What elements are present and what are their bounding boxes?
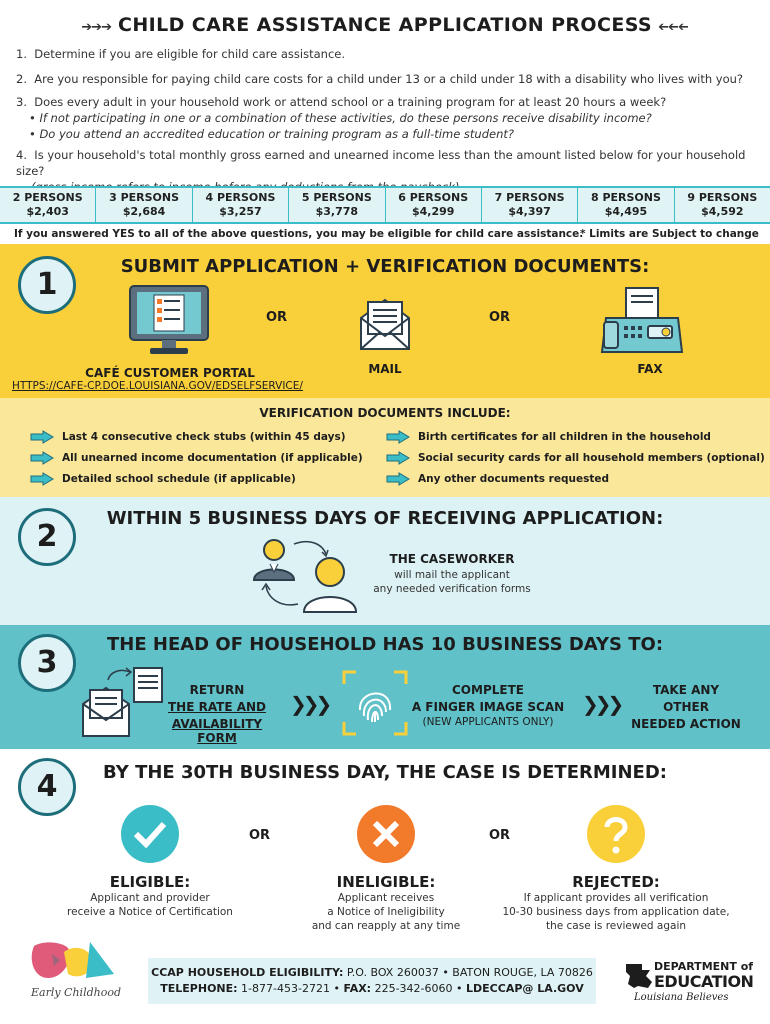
early-childhood-logo-text: Early Childhood — [30, 986, 122, 999]
caseworker-line-1: will mail the applicant — [394, 569, 510, 581]
household-size: 6 PERSONS — [398, 191, 469, 204]
rate-availability-form-link[interactable]: AVAILABILITY FORM — [171, 717, 263, 745]
return-line-1: RETURN — [189, 683, 245, 697]
question-3 — [16, 94, 666, 142]
income-limit: $3,778 — [315, 205, 359, 218]
verification-docs-heading: VERIFICATION DOCUMENTS INCLUDE: — [259, 406, 511, 420]
complete-line-1: COMPLETE — [452, 683, 524, 697]
rejected-line-1: If applicant provides all verification — [523, 892, 709, 904]
doe-logo-line-1: DEPARTMENT of — [654, 960, 754, 973]
footer-line-2: TELEPHONE: 1-877-453-2721 • FAX: 225-342-6060 • LDECCAP@ LA.GOV — [160, 982, 584, 995]
income-cell — [675, 188, 770, 222]
eligible-line-2: receive a Notice of Certification — [67, 906, 233, 918]
fax-machine-icon — [600, 286, 684, 356]
question-sub: • Do you attend an accredited education or training program as a full-time student? — [29, 127, 514, 141]
footer-fax-label: FAX: — [343, 982, 372, 995]
doc-item — [30, 451, 363, 465]
arrow-right-icon — [386, 451, 410, 465]
income-limit: $4,397 — [508, 205, 551, 218]
footer-fax: 225-342-6060 — [374, 982, 453, 995]
household-size: 7 PERSONS — [494, 191, 565, 204]
question-text: Determine if you are eligible for child care assistance. — [34, 47, 345, 61]
income-limit: $4,495 — [604, 205, 648, 218]
income-limit: $4,299 — [411, 205, 455, 218]
take-line-2: OTHER — [663, 700, 709, 714]
question-number: 4. — [16, 148, 27, 162]
title-right-arrows: ➔➔➔ — [659, 20, 689, 35]
computer-icon — [128, 284, 210, 356]
doc-item — [30, 430, 346, 444]
caseworker-label: THE CASEWORKER — [389, 552, 515, 566]
arrow-right-icon — [30, 451, 54, 465]
return-line-2-text: THE RATE AND — [167, 700, 267, 714]
caseworker-line-2: any needed verification forms — [373, 583, 531, 595]
step-2-heading: WITHIN 5 BUSINESS DAYS OF RECEIVING APPLICATION: — [106, 508, 664, 529]
question-text: Does every adult in your household work or attend school or a training program for at least 20 hours a week? — [34, 95, 667, 109]
income-limit: $2,403 — [26, 205, 69, 218]
eligible-label: ELIGIBLE: — [109, 873, 191, 891]
doc-text: Any other documents requested — [418, 473, 609, 485]
complete-line-3: (NEW APPLICANTS ONLY) — [422, 716, 554, 728]
take-line-1: TAKE ANY — [652, 683, 720, 697]
doc-text: Detailed school schedule (if applicable) — [62, 473, 296, 485]
household-size: 5 PERSONS — [301, 191, 372, 204]
income-cell — [0, 188, 96, 222]
or-text: OR — [489, 310, 511, 325]
household-size: 2 PERSONS — [12, 191, 83, 204]
or-text: OR — [489, 828, 511, 843]
income-limit: $4,592 — [701, 205, 744, 218]
or-text: OR — [249, 828, 271, 843]
caseworker-exchange-icon — [248, 536, 360, 616]
step-1-heading: SUBMIT APPLICATION + VERIFICATION DOCUMENTS: — [120, 256, 650, 277]
question-number: 1. — [16, 47, 27, 61]
complete-line-2: A FINGER IMAGE SCAN — [411, 700, 565, 714]
take-line-3: NEEDED ACTION — [631, 717, 741, 731]
question-number: 2. — [16, 72, 27, 86]
footer-eligibility-label: CCAP HOUSEHOLD ELIGIBILITY: — [151, 966, 344, 979]
income-limit: $3,257 — [219, 205, 262, 218]
question-2 — [16, 71, 743, 87]
arrow-right-icon — [386, 430, 410, 444]
question-text: Are you responsible for paying child care costs for a child under 13 or a child under 18 with a disability who lives with you? — [34, 72, 744, 86]
footer-email[interactable]: LDECCAP@ LA.GOV — [466, 982, 584, 995]
arrow-right-icon — [386, 472, 410, 486]
eligibility-note: If you answered YES to all of the above questions, you may be eligible for child care assistance. — [14, 228, 584, 240]
step-3-heading: THE HEAD OF HOUSEHOLD HAS 10 BUSINESS DAYS TO: — [106, 634, 664, 655]
doe-logo-line-2: EDUCATION — [654, 972, 754, 991]
doc-item — [30, 472, 296, 486]
contact-footer — [148, 958, 596, 1004]
doc-text: All unearned income documentation (if applicable) — [62, 452, 363, 464]
question-1 — [16, 46, 345, 62]
eligible-line-1: Applicant and provider — [90, 892, 210, 904]
income-table — [0, 186, 770, 224]
doc-item — [386, 451, 765, 465]
title-left-arrows: ➔➔➔ — [81, 20, 111, 35]
or-text: OR — [266, 310, 288, 325]
step-3-number: 3 — [18, 634, 76, 692]
chevrons-icon: ❯❯❯ — [582, 692, 621, 716]
ineligible-line-1: Applicant receives — [337, 892, 435, 904]
income-cell — [578, 188, 674, 222]
income-cell — [482, 188, 578, 222]
doc-item — [386, 472, 609, 486]
question-sub: • If not participating in one or a combination of these activities, do these persons receive disability income? — [29, 111, 652, 125]
arrow-right-icon — [30, 472, 54, 486]
portal-link[interactable]: HTTPS://CAFE-CP.DOE.LOUISIANA.GOV/EDSELFSERVICE/ — [12, 380, 303, 392]
rejected-line-2: 10-30 business days from application date, — [502, 906, 730, 918]
household-size: 3 PERSONS — [109, 191, 180, 204]
arrow-right-icon — [30, 430, 54, 444]
income-cell — [386, 188, 482, 222]
step-2-number: 2 — [18, 508, 76, 566]
household-size: 9 PERSONS — [687, 191, 758, 204]
limits-note: * Limits are Subject to change — [580, 228, 759, 240]
checkmark-icon — [120, 804, 180, 864]
x-mark-icon — [356, 804, 416, 864]
household-size: 4 PERSONS — [205, 191, 276, 204]
income-cell — [289, 188, 385, 222]
footer-telephone[interactable]: 1-877-453-2721 — [241, 982, 330, 995]
question-mark-icon — [586, 804, 646, 864]
return-line-2 — [152, 700, 282, 714]
household-size: 8 PERSONS — [590, 191, 661, 204]
step-4-number: 4 — [18, 758, 76, 816]
income-cell — [193, 188, 289, 222]
title-text: CHILD CARE ASSISTANCE APPLICATION PROCESS — [117, 14, 653, 36]
step-1-number: 1 — [18, 256, 76, 314]
footer-line-1 — [148, 965, 596, 981]
mail-envelope-icon — [358, 294, 412, 352]
fax-label: FAX — [637, 362, 663, 376]
ineligible-line-2: a Notice of Ineligibility — [327, 906, 445, 918]
rejected-line-3: the case is reviewed again — [545, 920, 687, 932]
question-number: 3. — [16, 95, 27, 109]
louisiana-state-icon — [624, 962, 654, 990]
portal-label: CAFÉ CUSTOMER PORTAL — [85, 366, 255, 380]
rejected-label: REJECTED: — [572, 873, 660, 891]
doc-text: Birth certificates for all children in the household — [418, 431, 711, 443]
doc-text: Social security cards for all household members (optional) — [418, 452, 765, 464]
footer-address: P.O. BOX 260037 • BATON ROUGE, LA 70826 — [346, 966, 593, 979]
footer-telephone-label: TELEPHONE: — [160, 982, 238, 995]
question-text: Is your household's total monthly gross earned and unearned income less than the amount listed below for your household size? — [16, 148, 746, 178]
doc-item — [386, 430, 711, 444]
chevrons-icon: ❯❯❯ — [290, 692, 329, 716]
mail-label: MAIL — [368, 362, 402, 376]
income-cell — [96, 188, 192, 222]
ineligible-line-3: and can reapply at any time — [311, 920, 461, 932]
step-4-heading: BY THE 30TH BUSINESS DAY, THE CASE IS DETERMINED: — [103, 762, 667, 783]
doe-logo-tagline: Louisiana Believes — [634, 992, 729, 1003]
income-limit: $2,684 — [122, 205, 166, 218]
ineligible-label: INELIGIBLE: — [336, 873, 436, 891]
page-title — [0, 14, 770, 36]
doc-text: Last 4 consecutive check stubs (within 45 days) — [62, 431, 346, 443]
